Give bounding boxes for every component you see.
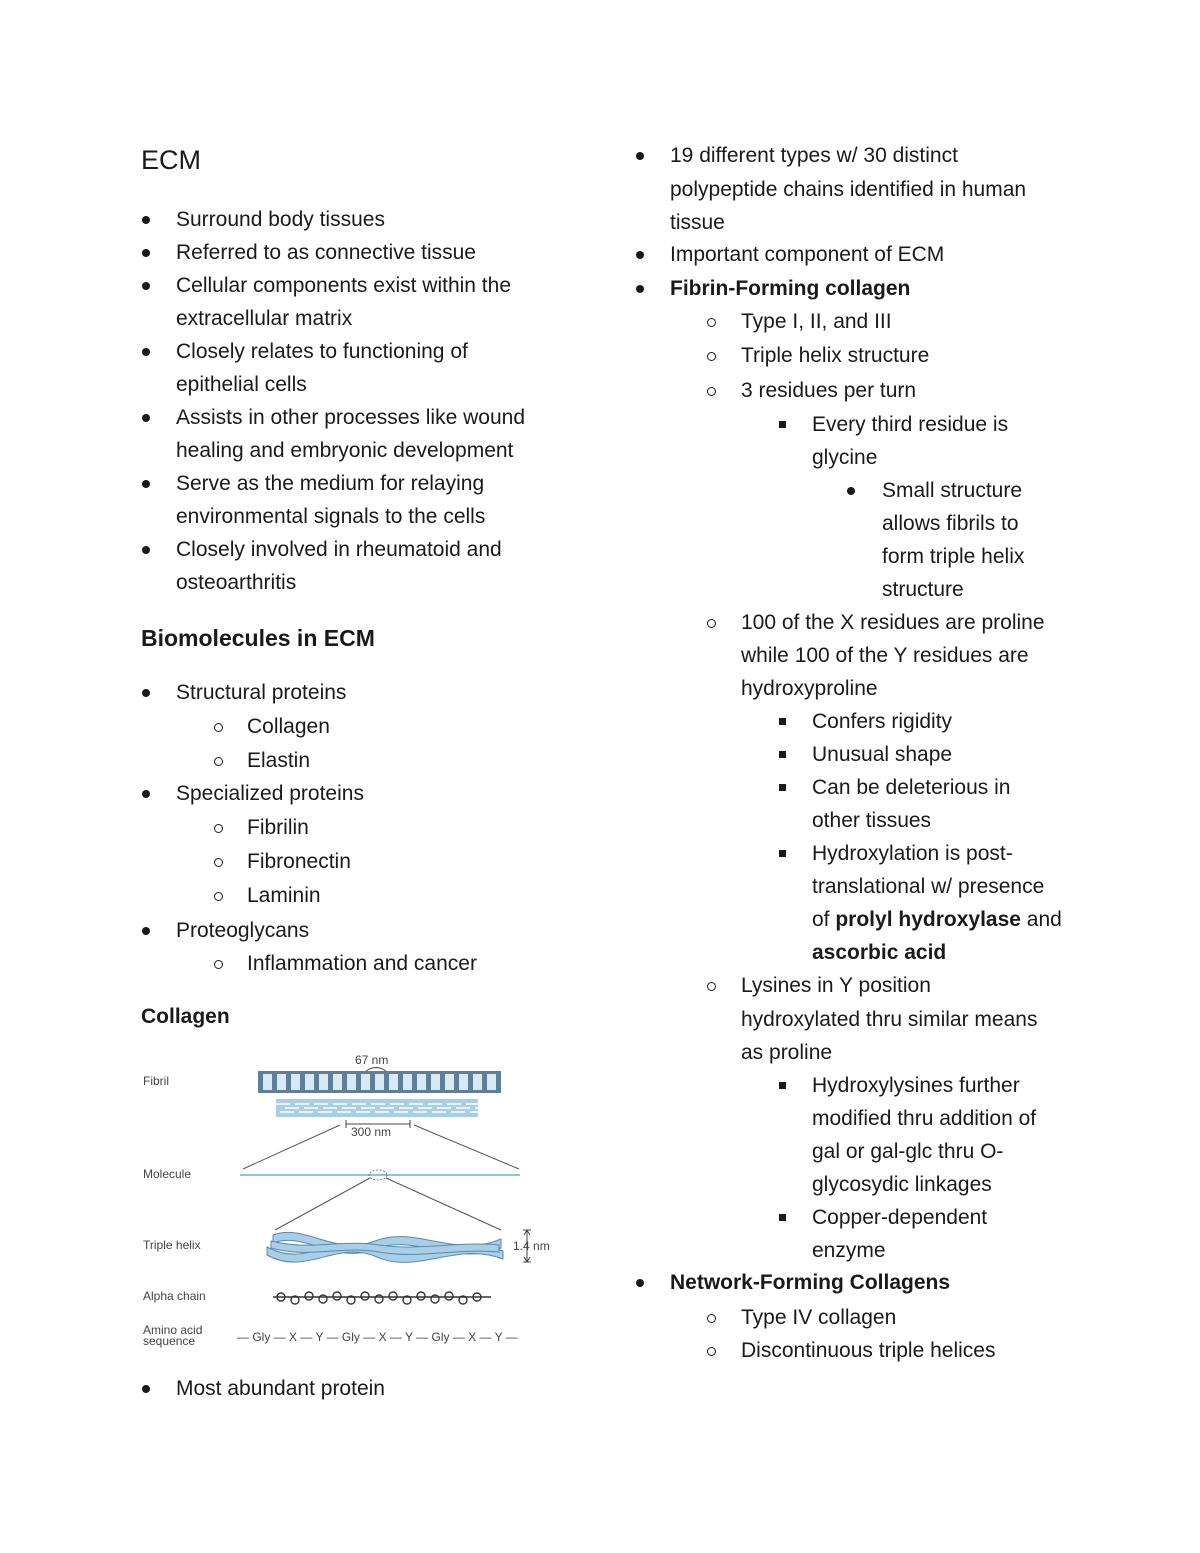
figure-label-sequence: sequence xyxy=(143,1334,196,1348)
sub-list-item-continued: as proline xyxy=(741,1041,833,1064)
figure-label-67nm: 67 nm xyxy=(355,1053,389,1067)
bullet-dot xyxy=(142,480,150,488)
zoom-line xyxy=(243,1125,340,1169)
figure-label-triple-helix: Triple helix xyxy=(143,1238,201,1252)
sub-sub-list-item-continued: glycosydic linkages xyxy=(812,1173,992,1196)
sub-list-item: Fibrilin xyxy=(247,816,309,839)
sub-sub-list-item: Can be deleterious in xyxy=(812,776,1011,799)
bullet-dot xyxy=(636,152,644,160)
figure-label-1-4nm: 1.4 nm xyxy=(513,1239,550,1253)
bullet-dot xyxy=(142,348,150,356)
sub-list-item: Discontinuous triple helices xyxy=(741,1339,996,1362)
list-item-continued: environmental signals to the cells xyxy=(176,505,486,528)
sub-list-item: 3 residues per turn xyxy=(741,379,917,402)
list-item: Assists in other processes like wound xyxy=(176,406,525,429)
list-item: Closely relates to functioning of xyxy=(176,340,468,363)
square-bullet xyxy=(779,1082,786,1089)
list-item: Structural proteins xyxy=(176,681,347,704)
section-heading-collagen: Collagen xyxy=(141,1005,230,1028)
square-bullet xyxy=(779,718,786,725)
sub-bullet-circle xyxy=(707,619,716,628)
sub-bullet-circle xyxy=(707,982,716,991)
alpha-chain-residues xyxy=(277,1292,481,1304)
sub-bullet-circle xyxy=(214,824,223,833)
sub-list-item: Type I, II, and III xyxy=(741,310,892,333)
sub-bullet-circle xyxy=(214,960,223,969)
list-item-continued: tissue xyxy=(670,211,725,234)
zoom-line xyxy=(275,1178,370,1230)
sub-list-item-continued: hydroxylated thru similar means xyxy=(741,1008,1038,1031)
section-heading-biomolecules: Biomolecules in ECM xyxy=(141,625,375,651)
sub-sub-list-item: Hydroxylation is post- xyxy=(812,842,1013,865)
bullet-dot xyxy=(142,927,150,935)
list-item: Cellular components exist within the xyxy=(176,274,511,297)
sub-list-item: Collagen xyxy=(247,715,330,738)
sub-sub-list-item: Unusual shape xyxy=(812,743,953,766)
sub-bullet-circle xyxy=(214,757,223,766)
list-item: Specialized proteins xyxy=(176,782,364,805)
sub-list-item-continued: while 100 of the Y residues are xyxy=(741,644,1029,667)
sub-list-item: Lysines in Y position xyxy=(741,974,931,997)
bullet-dot xyxy=(142,249,150,257)
sub-sub-list-item-continued: modified thru addition of xyxy=(812,1107,1037,1130)
level4-list-item-continued: structure xyxy=(882,578,964,601)
sub-sub-list-item-continued: enzyme xyxy=(812,1239,886,1262)
list-item: Most abundant protein xyxy=(176,1377,385,1400)
square-bullet xyxy=(779,1214,786,1221)
sub-sub-list-item: Every third residue is xyxy=(812,413,1009,436)
figure-label-300nm: 300 nm xyxy=(351,1125,392,1139)
zoom-line xyxy=(386,1178,501,1230)
figure-label-alpha-chain: Alpha chain xyxy=(143,1289,206,1303)
square-bullet xyxy=(779,421,786,428)
figure-label-amino-acid: Amino acid xyxy=(143,1323,203,1337)
list-item-network-forming: Network-Forming Collagens xyxy=(670,1271,951,1294)
bullet-dot xyxy=(142,414,150,422)
sub-sub-list-item-continued: other tissues xyxy=(812,809,932,832)
bullet-dot xyxy=(142,546,150,554)
sub-list-item-continued: hydroxyproline xyxy=(741,677,878,700)
square-bullet xyxy=(779,850,786,857)
sub-list-item: 100 of the X residues are proline xyxy=(741,611,1045,634)
sub-sub-list-item-continued: glycine xyxy=(812,446,878,469)
list-item: Referred to as connective tissue xyxy=(176,241,476,264)
sub-list-item: Fibronectin xyxy=(247,850,351,873)
sub-list-item: Laminin xyxy=(247,884,321,907)
page-title: ECM xyxy=(141,145,201,175)
sub-list-item: Type IV collagen xyxy=(741,1306,897,1329)
list-item-continued: epithelial cells xyxy=(176,373,307,396)
list-item: Surround body tissues xyxy=(176,208,385,231)
bullet-dot xyxy=(142,216,150,224)
bullet-dot xyxy=(142,689,150,697)
sub-sub-list-item-continued: gal or gal-glc thru O- xyxy=(812,1140,1004,1163)
figure-label-molecule: Molecule xyxy=(143,1167,192,1181)
sub-list-item: Inflammation and cancer xyxy=(247,952,477,975)
bullet-dot xyxy=(142,282,150,290)
sub-sub-list-item-continued: translational w/ presence xyxy=(812,875,1045,898)
level4-list-item-continued: allows fibrils to xyxy=(882,512,1019,535)
level4-list-item-continued: form triple helix xyxy=(882,545,1025,568)
period-bracket xyxy=(366,1068,386,1072)
zoom-line xyxy=(414,1125,519,1169)
bullet-dot xyxy=(142,1385,150,1393)
fibril-stripes xyxy=(263,1074,496,1090)
bold-term-prolyl-hydroxylase: prolyl hydroxylase xyxy=(835,908,1021,931)
list-item-continued: extracellular matrix xyxy=(176,307,353,330)
square-bullet xyxy=(779,751,786,758)
sub-bullet-circle xyxy=(707,352,716,361)
collagen-structure-figure xyxy=(135,1045,565,1355)
triple-helix-strands xyxy=(267,1232,503,1262)
sub-sub-list-item: Confers rigidity xyxy=(812,710,953,733)
sub-bullet-circle xyxy=(214,892,223,901)
list-item: Closely involved in rheumatoid and xyxy=(176,538,502,561)
bullet-dot xyxy=(636,1279,644,1287)
sub-sub-list-item-continued: of prolyl hydroxylase and xyxy=(812,908,1062,931)
list-item: Important component of ECM xyxy=(670,243,945,266)
level4-list-item: Small structure xyxy=(882,479,1023,502)
sub-bullet-circle xyxy=(707,318,716,327)
sub-bullet-circle xyxy=(707,1314,716,1323)
sub-sub-list-item: Copper-dependent xyxy=(812,1206,988,1229)
sub-bullet-circle xyxy=(214,858,223,867)
list-item-continued: healing and embryonic development xyxy=(176,439,514,462)
amino-acid-sequence: — Gly — X — Y — Gly — X — Y — Gly — X — Y — xyxy=(237,1330,518,1344)
list-item: Proteoglycans xyxy=(176,919,310,942)
list-item-continued: osteoarthritis xyxy=(176,571,297,594)
bullet-dot xyxy=(636,251,644,259)
list-item-continued: polypeptide chains identified in human xyxy=(670,178,1027,201)
sub-bullet-circle xyxy=(214,723,223,732)
bullet-dot xyxy=(142,790,150,798)
figure-label-fibril: Fibril xyxy=(143,1074,169,1088)
sub-list-item: Triple helix structure xyxy=(741,344,930,367)
sub-bullet-circle xyxy=(707,1347,716,1356)
list-item-fibrin-forming: Fibrin-Forming collagen xyxy=(670,277,911,300)
list-item: Serve as the medium for relaying xyxy=(176,472,485,495)
bullet-dot xyxy=(847,487,855,495)
sub-bullet-circle xyxy=(707,387,716,396)
bullet-dot xyxy=(636,285,644,293)
sub-list-item: Elastin xyxy=(247,749,311,772)
sub-sub-list-item: Hydroxylysines further xyxy=(812,1074,1020,1097)
list-item: 19 different types w/ 30 distinct xyxy=(670,144,958,167)
square-bullet xyxy=(779,784,786,791)
bold-term-ascorbic-acid: ascorbic acid xyxy=(812,941,947,964)
